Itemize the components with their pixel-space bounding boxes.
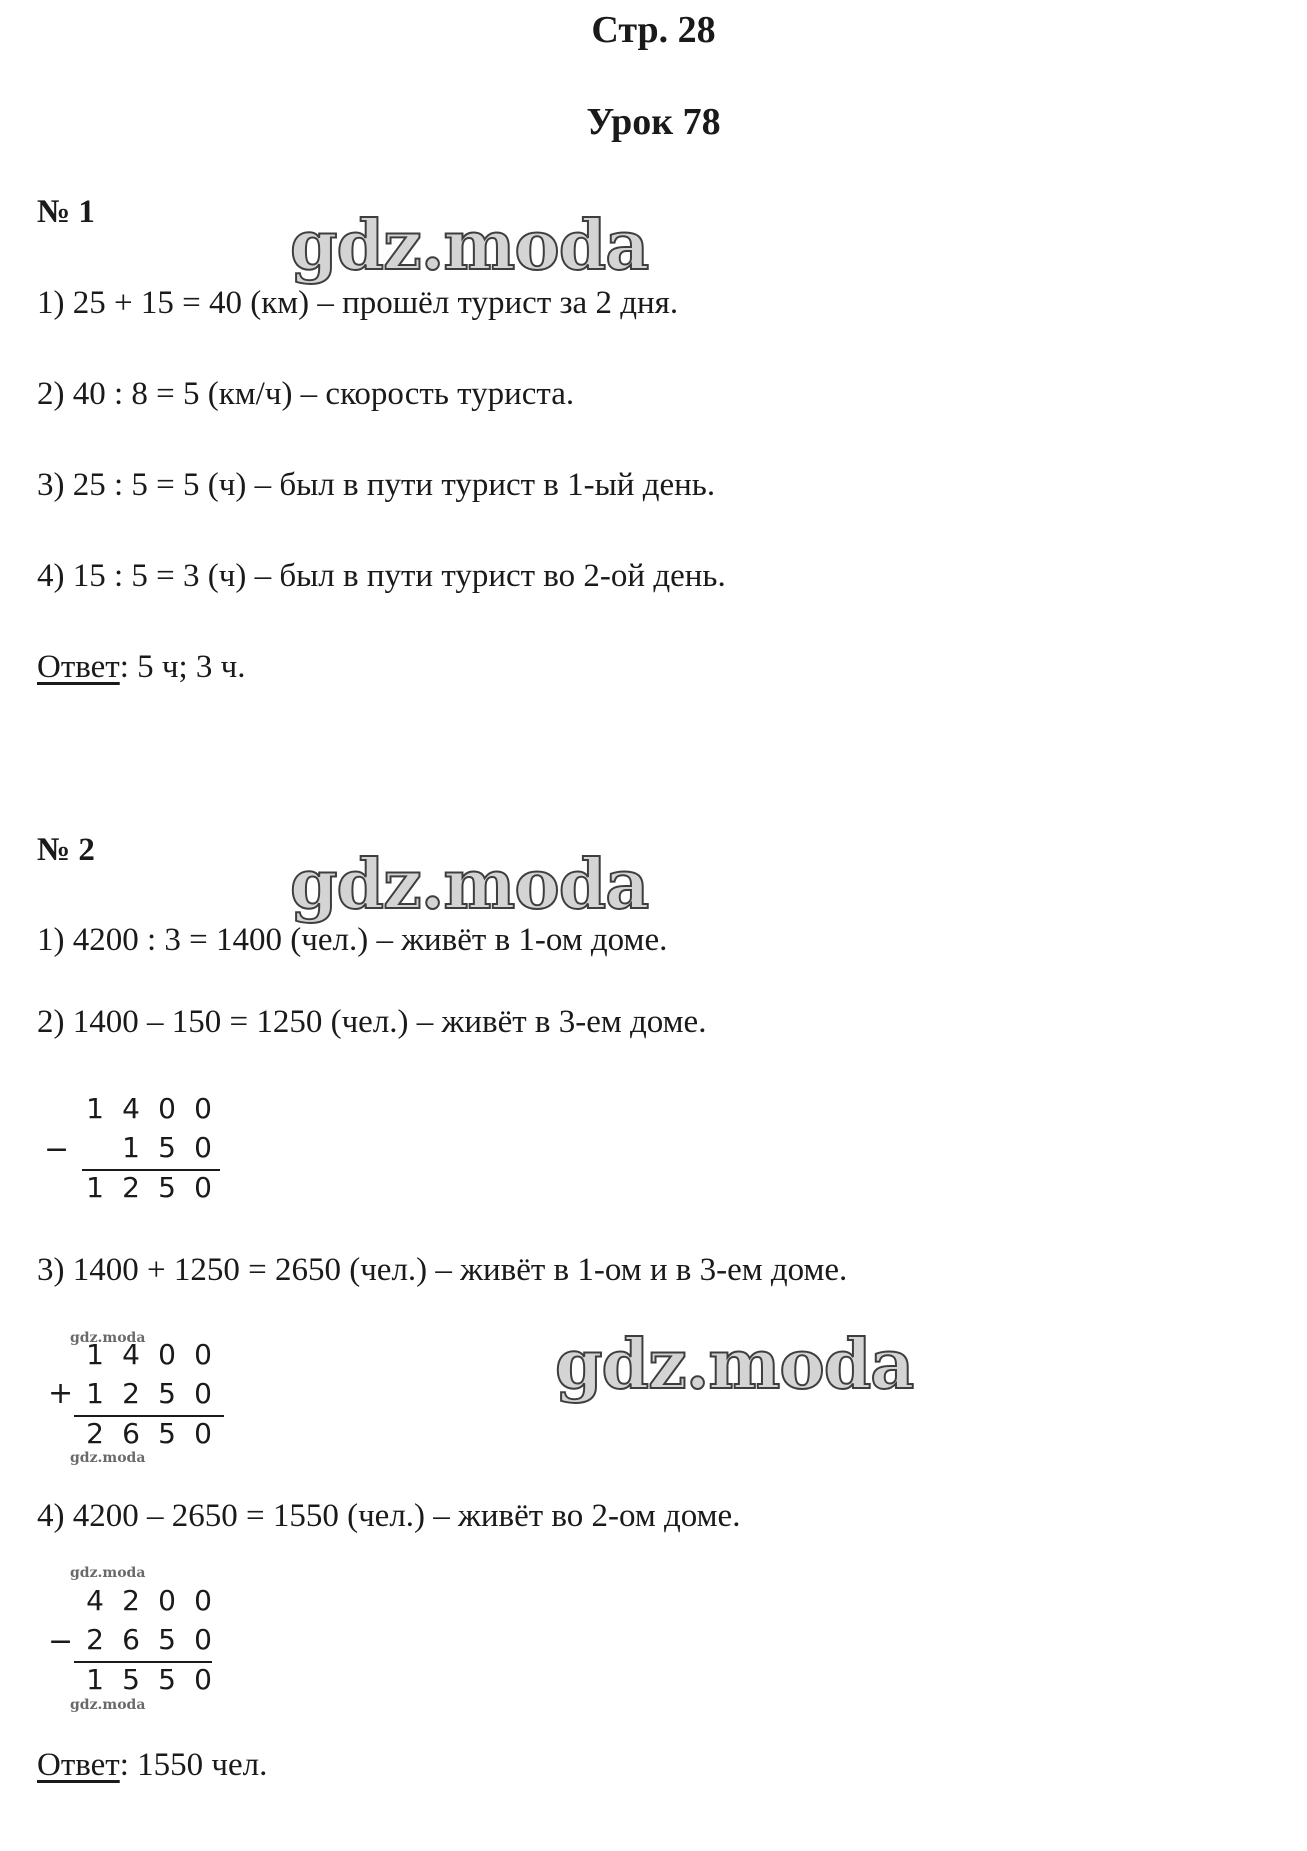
lesson-title: Урок 78 (586, 101, 721, 143)
minus-sign: − (48, 1624, 74, 1659)
digit: 0 (194, 1623, 212, 1656)
task-2-line-2: 2) 1400 – 150 = 1250 (чел.) – живёт в 3-ем доме. (37, 1004, 707, 1040)
page-label: Стр. 28 (591, 9, 716, 51)
minus-sign: − (44, 1132, 70, 1167)
digit: 0 (194, 1417, 212, 1450)
watermark-small: gdz.moda (70, 1450, 146, 1466)
digit: 2 (122, 1171, 140, 1204)
watermark-small: gdz.moda (70, 1330, 146, 1346)
digit: 2 (86, 1623, 104, 1656)
task-1-number: № 1 (37, 194, 95, 230)
digit: 5 (158, 1623, 176, 1656)
watermark: gdz.moda (290, 206, 649, 286)
digit: 1 (86, 1663, 104, 1696)
digit: 0 (194, 1584, 212, 1617)
task-2-line-3: 3) 1400 + 1250 = 2650 (чел.) – живёт в 1-ом и в 3-ем доме. (37, 1252, 848, 1288)
watermark: gdz.moda (290, 845, 649, 925)
digit: 0 (194, 1663, 212, 1696)
digit: 1 (86, 1338, 104, 1371)
watermark-small: gdz.moda (70, 1565, 146, 1581)
digit: 4 (86, 1584, 104, 1617)
task-2-line-4: 4) 4200 – 2650 = 1550 (чел.) – живёт во 2-ом доме. (37, 1498, 741, 1534)
digit: 1 (86, 1171, 104, 1204)
digit: 0 (158, 1092, 176, 1125)
digit: 1 (122, 1131, 140, 1164)
digit: 4 (122, 1338, 140, 1371)
watermark-small: gdz.moda (70, 1697, 146, 1713)
column-subtraction-1 (44, 1092, 227, 1212)
digit: 1 (86, 1092, 104, 1125)
digit: 0 (194, 1338, 212, 1371)
task-1-line-4: 4) 15 : 5 = 3 (ч) – был в пути турист во 2-ой день. (37, 558, 726, 594)
digit: 0 (158, 1338, 176, 1371)
digit: 0 (194, 1171, 212, 1204)
digit: 2 (122, 1584, 140, 1617)
answer-value: : 5 ч; 3 ч. (119, 649, 246, 685)
watermark: gdz.moda (555, 1325, 914, 1405)
digit: 0 (158, 1584, 176, 1617)
task-2-answer (37, 1747, 267, 1784)
digit: 5 (158, 1417, 176, 1450)
digit: 1 (86, 1377, 104, 1410)
digit: 6 (122, 1417, 140, 1450)
digit: 0 (194, 1377, 212, 1410)
task-1-line-1: 1) 25 + 15 = 40 (км) – прошёл турист за 2 дня. (37, 285, 679, 321)
digit: 2 (86, 1417, 104, 1450)
digit: 2 (122, 1377, 140, 1410)
plus-sign: + (48, 1376, 74, 1411)
answer-label: Ответ (37, 649, 120, 685)
digit: 5 (158, 1171, 176, 1204)
digit: 0 (194, 1131, 212, 1164)
task-2-line-1: 1) 4200 : 3 = 1400 (чел.) – живёт в 1-ом доме. (37, 922, 668, 958)
digit: 0 (194, 1092, 212, 1125)
digit: 5 (158, 1131, 176, 1164)
answer-label: Ответ (37, 1747, 120, 1783)
answer-value: : 1550 чел. (119, 1747, 268, 1783)
column-subtraction-2 (48, 1584, 227, 1704)
digit: 5 (158, 1377, 176, 1410)
task-2-number: № 2 (37, 832, 95, 868)
digit: 6 (122, 1623, 140, 1656)
digit: 5 (122, 1663, 140, 1696)
task-1-line-3: 3) 25 : 5 = 5 (ч) – был в пути турист в 1-ый день. (37, 467, 716, 503)
digit: 5 (158, 1663, 176, 1696)
task-1-answer (37, 649, 246, 686)
task-1-line-2: 2) 40 : 8 = 5 (км/ч) – скорость туриста. (37, 376, 575, 412)
digit: 4 (122, 1092, 140, 1125)
